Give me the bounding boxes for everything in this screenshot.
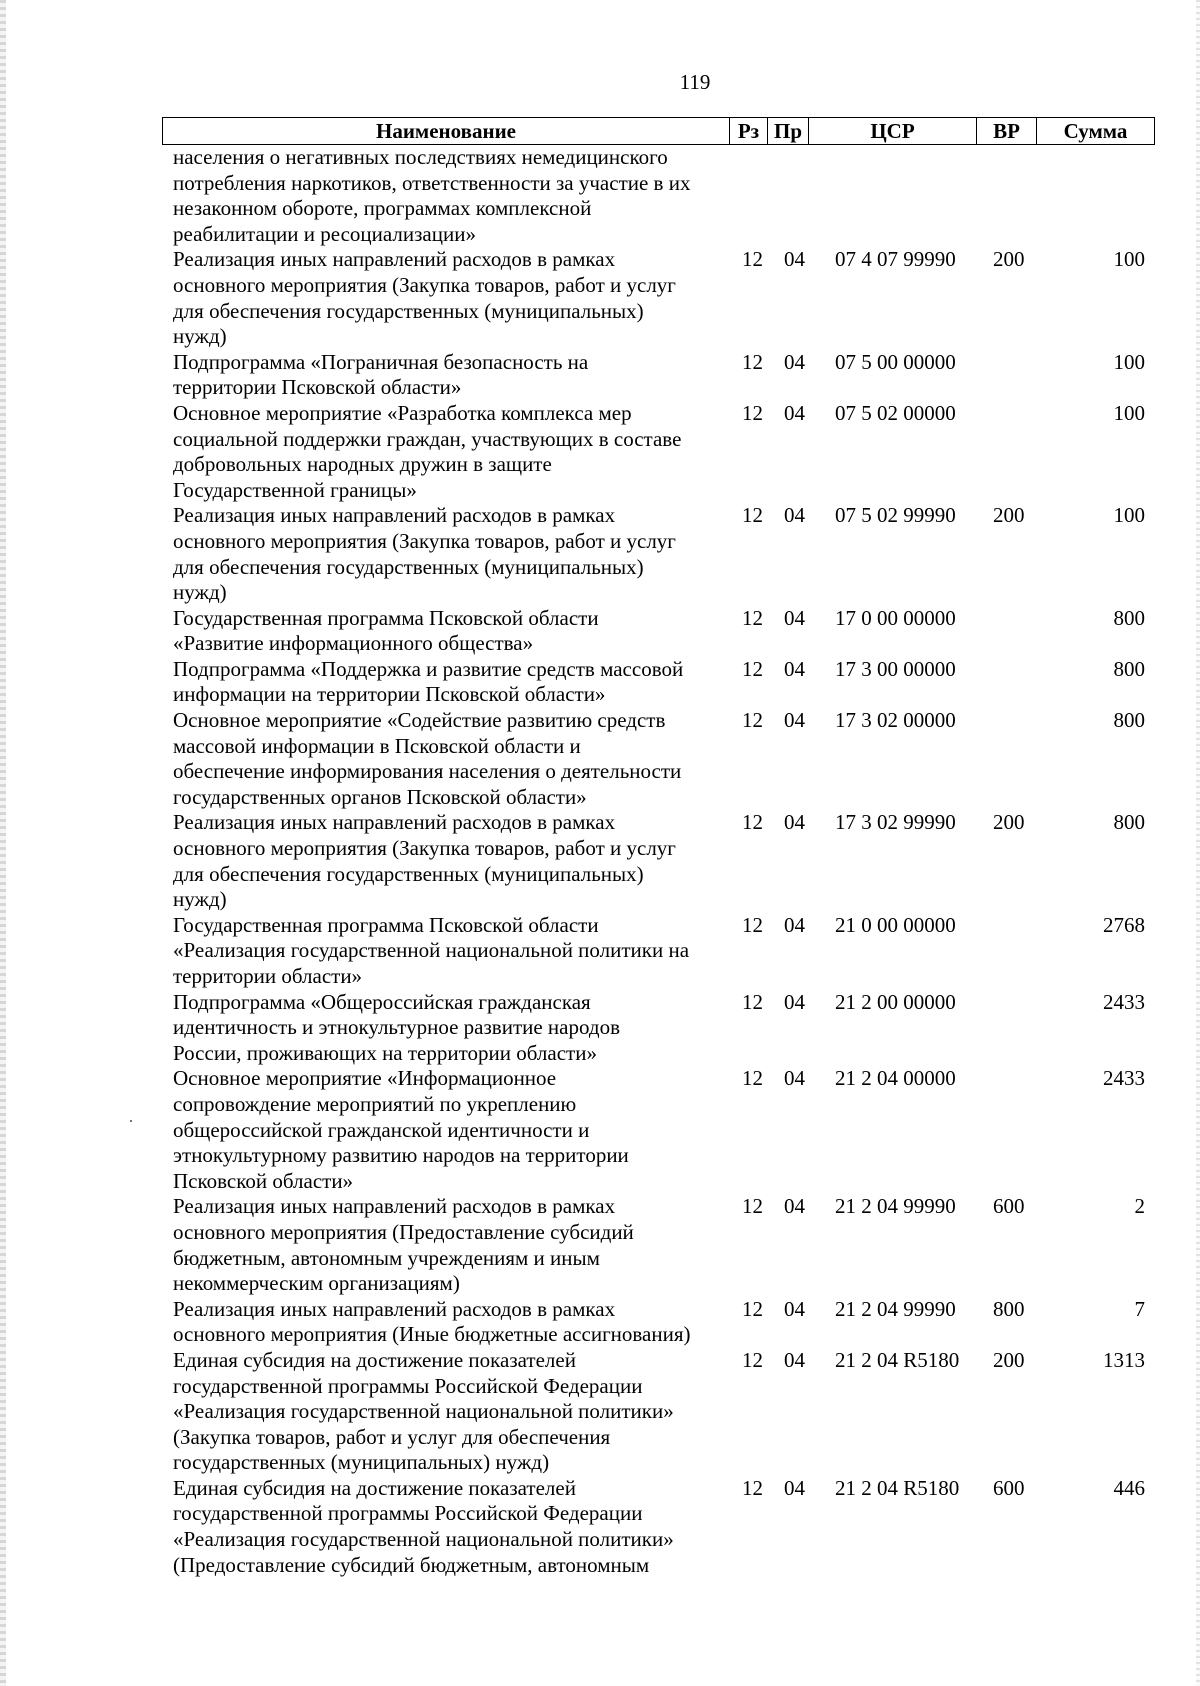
table-row bbox=[0, 1194, 1200, 1296]
row-name bbox=[173, 401, 718, 503]
row-name-line: России, проживающих на территории области» bbox=[173, 1040, 597, 1065]
row-rz: 12 bbox=[742, 912, 763, 937]
row-name-line: территории области» bbox=[173, 964, 363, 988]
table-row bbox=[0, 247, 1200, 349]
row-vr: 200 bbox=[993, 1347, 1025, 1372]
row-name-line: государственных (муниципальных) нужд) bbox=[173, 1450, 550, 1475]
row-pr: 04 bbox=[784, 349, 805, 374]
row-name bbox=[173, 990, 718, 1067]
row-name-line: государственной программы Российской Федерации bbox=[173, 1373, 643, 1398]
row-sum: 7 bbox=[1134, 1296, 1145, 1321]
table-header bbox=[162, 117, 1155, 145]
row-rz: 12 bbox=[742, 503, 763, 528]
row-sum: 800 bbox=[1113, 810, 1145, 835]
row-name-line: Реализация иных направлений расходов в рамках bbox=[173, 503, 616, 528]
row-vr: 800 bbox=[993, 1296, 1025, 1321]
table-row bbox=[0, 990, 1200, 1067]
row-name-line: нужд) bbox=[173, 324, 227, 349]
row-pr: 04 bbox=[784, 1347, 805, 1372]
row-name-line: основного мероприятия (Закупка товаров, работ и услуг bbox=[173, 272, 676, 297]
row-name bbox=[173, 913, 718, 990]
row-name-line: Единая субсидия на достижение показателей bbox=[173, 1347, 576, 1372]
row-csr: 17 3 02 00000 bbox=[835, 708, 956, 733]
row-sum: 800 bbox=[1113, 656, 1145, 681]
row-name-line: «Развитие информационного общества» bbox=[173, 631, 534, 656]
table-row bbox=[0, 503, 1200, 605]
row-sum: 100 bbox=[1113, 247, 1145, 272]
header-name: Наименование bbox=[163, 118, 730, 144]
row-name-line: обеспечение информирования населения о деятельности bbox=[173, 759, 682, 784]
row-vr: 600 bbox=[993, 1194, 1025, 1219]
row-csr: 07 4 07 99990 bbox=[835, 247, 956, 272]
row-name-line: информации на территории Псковской области» bbox=[173, 682, 606, 707]
row-name bbox=[173, 1348, 718, 1476]
row-csr: 21 2 04 R5180 bbox=[835, 1475, 960, 1500]
table-row bbox=[0, 810, 1200, 912]
row-name-line: Основное мероприятие «Разработка комплекса мер bbox=[173, 400, 632, 425]
row-rz: 12 bbox=[742, 1194, 763, 1219]
row-pr: 04 bbox=[784, 400, 805, 425]
row-csr: 17 3 00 00000 bbox=[835, 656, 956, 681]
row-name-line: основного мероприятия (Закупка товаров, работ и услуг bbox=[173, 528, 676, 553]
row-name-line: Реализация иных направлений расходов в рамках bbox=[173, 1296, 616, 1321]
row-rz: 12 bbox=[742, 1066, 763, 1091]
row-csr: 17 0 00 00000 bbox=[835, 605, 956, 630]
row-name-line: населения о негативных последствиях немедицинского bbox=[173, 145, 668, 169]
row-pr: 04 bbox=[784, 912, 805, 937]
row-rz: 12 bbox=[742, 349, 763, 374]
row-csr: 07 5 02 99990 bbox=[835, 503, 956, 528]
row-pr: 04 bbox=[784, 503, 805, 528]
row-sum: 1313 bbox=[1103, 1347, 1145, 1372]
row-pr: 04 bbox=[784, 1475, 805, 1500]
row-csr: 21 2 04 99990 bbox=[835, 1296, 956, 1321]
row-rz: 12 bbox=[742, 708, 763, 733]
table-body bbox=[0, 145, 1200, 1578]
row-sum: 800 bbox=[1113, 605, 1145, 630]
row-pr: 04 bbox=[784, 989, 805, 1014]
row-sum: 2 bbox=[1134, 1194, 1145, 1219]
row-name bbox=[173, 350, 718, 401]
row-name-line: территории Псковской области» bbox=[173, 375, 462, 400]
row-csr: 07 5 02 00000 bbox=[835, 400, 956, 425]
row-csr: 07 5 00 00000 bbox=[835, 349, 956, 374]
row-sum: 446 bbox=[1113, 1475, 1145, 1500]
row-pr: 04 bbox=[784, 1066, 805, 1091]
table-row bbox=[0, 1476, 1200, 1578]
row-rz: 12 bbox=[742, 1475, 763, 1500]
table-row bbox=[0, 657, 1200, 708]
table-row bbox=[0, 708, 1200, 810]
row-name-line: основного мероприятия (Закупка товаров, работ и услуг bbox=[173, 836, 676, 861]
row-sum: 800 bbox=[1113, 708, 1145, 733]
table-row bbox=[0, 1348, 1200, 1476]
row-name-line: бюджетным, автономным учреждениям и иным bbox=[173, 1245, 600, 1270]
row-rz: 12 bbox=[742, 989, 763, 1014]
row-name-line: для обеспечения государственных (муниципальных) bbox=[173, 554, 644, 579]
row-csr: 21 2 04 00000 bbox=[835, 1066, 956, 1091]
row-name-line: незаконном обороте, программах комплексной bbox=[173, 196, 592, 221]
row-name-line: «Реализация государственной национальной политики» bbox=[173, 1527, 674, 1552]
row-csr: 17 3 02 99990 bbox=[835, 810, 956, 835]
row-name-line: Реализация иных направлений расходов в рамках bbox=[173, 1194, 616, 1219]
row-sum: 2768 bbox=[1103, 912, 1145, 937]
row-name-line: реабилитации и ресоциализации» bbox=[173, 221, 476, 246]
row-name-line: Государственная программа Псковской области bbox=[173, 605, 599, 630]
table-row bbox=[0, 401, 1200, 503]
row-name-line: «Реализация государственной национальной политики» bbox=[173, 1399, 674, 1424]
row-sum: 2433 bbox=[1103, 989, 1145, 1014]
row-pr: 04 bbox=[784, 656, 805, 681]
row-name-line: сопровождение мероприятий по укреплению bbox=[173, 1091, 577, 1116]
row-name-line: идентичность и этнокультурное развитие народов bbox=[173, 1015, 620, 1040]
row-name-line: Псковской области» bbox=[173, 1168, 354, 1193]
row-vr: 200 bbox=[993, 247, 1025, 272]
row-name bbox=[173, 810, 718, 912]
row-csr: 21 2 04 99990 bbox=[835, 1194, 956, 1219]
row-sum: 100 bbox=[1113, 503, 1145, 528]
header-pr: Пр bbox=[768, 118, 809, 144]
row-csr: 21 2 04 R5180 bbox=[835, 1347, 960, 1372]
row-name-line: нужд) bbox=[173, 887, 227, 912]
row-name-line: государственной программы Российской Федерации bbox=[173, 1501, 643, 1526]
row-name-line: нужд) bbox=[173, 580, 227, 605]
row-name-line: Основное мероприятие «Информационное bbox=[173, 1066, 557, 1091]
row-name-line: (Предоставление субсидий бюджетным, автономным bbox=[173, 1552, 650, 1577]
row-rz: 12 bbox=[742, 247, 763, 272]
row-name-line: Подпрограмма «Общероссийская гражданская bbox=[173, 989, 591, 1014]
row-name-line: общероссийской гражданской идентичности и bbox=[173, 1117, 590, 1142]
row-rz: 12 bbox=[742, 605, 763, 630]
row-name-line: потребления наркотиков, ответственности за участие в их bbox=[173, 170, 691, 195]
row-name bbox=[173, 1297, 718, 1348]
table-row bbox=[0, 145, 1200, 247]
row-name-line: основного мероприятия (Иные бюджетные ассигнования) bbox=[173, 1322, 691, 1347]
row-name-line: социальной поддержки граждан, участвующих в составе bbox=[173, 426, 682, 451]
row-name-line: основного мероприятия (Предоставление субсидий bbox=[173, 1219, 634, 1244]
row-csr: 21 2 00 00000 bbox=[835, 989, 956, 1014]
row-pr: 04 bbox=[784, 1296, 805, 1321]
header-sum: Сумма bbox=[1063, 119, 1128, 143]
row-rz: 12 bbox=[742, 656, 763, 681]
row-name-line: государственных органов Псковской области» bbox=[173, 784, 587, 809]
row-rz: 12 bbox=[742, 810, 763, 835]
header-rz: Рз bbox=[730, 118, 768, 144]
row-pr: 04 bbox=[784, 605, 805, 630]
page-number: 119 bbox=[679, 70, 711, 94]
row-csr: 21 0 00 00000 bbox=[835, 912, 956, 937]
row-name bbox=[173, 708, 718, 810]
row-name-line: Государственной границы» bbox=[173, 477, 417, 502]
row-name-line: добровольных народных дружин в защите bbox=[173, 452, 552, 477]
row-name bbox=[173, 503, 718, 605]
row-name-line: Основное мероприятие «Содействие развитию средств bbox=[173, 708, 666, 733]
row-rz: 12 bbox=[742, 400, 763, 425]
row-name-line: Государственная программа Псковской области bbox=[173, 912, 599, 937]
table-row bbox=[0, 1297, 1200, 1348]
row-name-line: этнокультурному развитию народов на территории bbox=[173, 1143, 629, 1168]
row-name bbox=[173, 247, 718, 349]
row-pr: 04 bbox=[784, 810, 805, 835]
row-name-line: Реализация иных направлений расходов в рамках bbox=[173, 810, 616, 835]
row-sum: 100 bbox=[1113, 400, 1145, 425]
row-name bbox=[173, 657, 718, 708]
row-name bbox=[173, 1066, 718, 1194]
row-name-line: (Закупка товаров, работ и услуг для обеспечения bbox=[173, 1424, 611, 1449]
row-name-line: некоммерческим организациям) bbox=[173, 1271, 460, 1296]
row-name bbox=[173, 145, 718, 247]
row-pr: 04 bbox=[784, 247, 805, 272]
table-row bbox=[0, 606, 1200, 657]
row-vr: 200 bbox=[993, 503, 1025, 528]
row-pr: 04 bbox=[784, 1194, 805, 1219]
row-name-line: массовой информации в Псковской области и bbox=[173, 733, 581, 758]
row-sum: 100 bbox=[1113, 349, 1145, 374]
row-name bbox=[173, 606, 718, 657]
row-name-line: для обеспечения государственных (муниципальных) bbox=[173, 298, 644, 323]
row-name-line: Подпрограмма «Пограничная безопасность на bbox=[173, 349, 589, 374]
row-pr: 04 bbox=[784, 708, 805, 733]
row-vr: 200 bbox=[993, 810, 1025, 835]
row-sum: 2433 bbox=[1103, 1066, 1145, 1091]
row-name bbox=[173, 1194, 718, 1296]
row-vr: 600 bbox=[993, 1475, 1025, 1500]
row-name-line: Реализация иных направлений расходов в рамках bbox=[173, 247, 616, 272]
row-name-line: Единая субсидия на достижение показателей bbox=[173, 1475, 576, 1500]
table-row bbox=[0, 913, 1200, 990]
row-name-line: «Реализация государственной национальной политики на bbox=[173, 938, 690, 963]
row-name-line: для обеспечения государственных (муниципальных) bbox=[173, 861, 644, 886]
row-rz: 12 bbox=[742, 1296, 763, 1321]
header-vr: ВР bbox=[977, 118, 1037, 144]
row-name-line: Подпрограмма «Поддержка и развитие средств массовой bbox=[173, 656, 684, 681]
table-row bbox=[0, 1066, 1200, 1194]
table-row bbox=[0, 350, 1200, 401]
row-rz: 12 bbox=[742, 1347, 763, 1372]
row-name bbox=[173, 1476, 718, 1578]
header-csr: ЦСР bbox=[809, 118, 977, 144]
